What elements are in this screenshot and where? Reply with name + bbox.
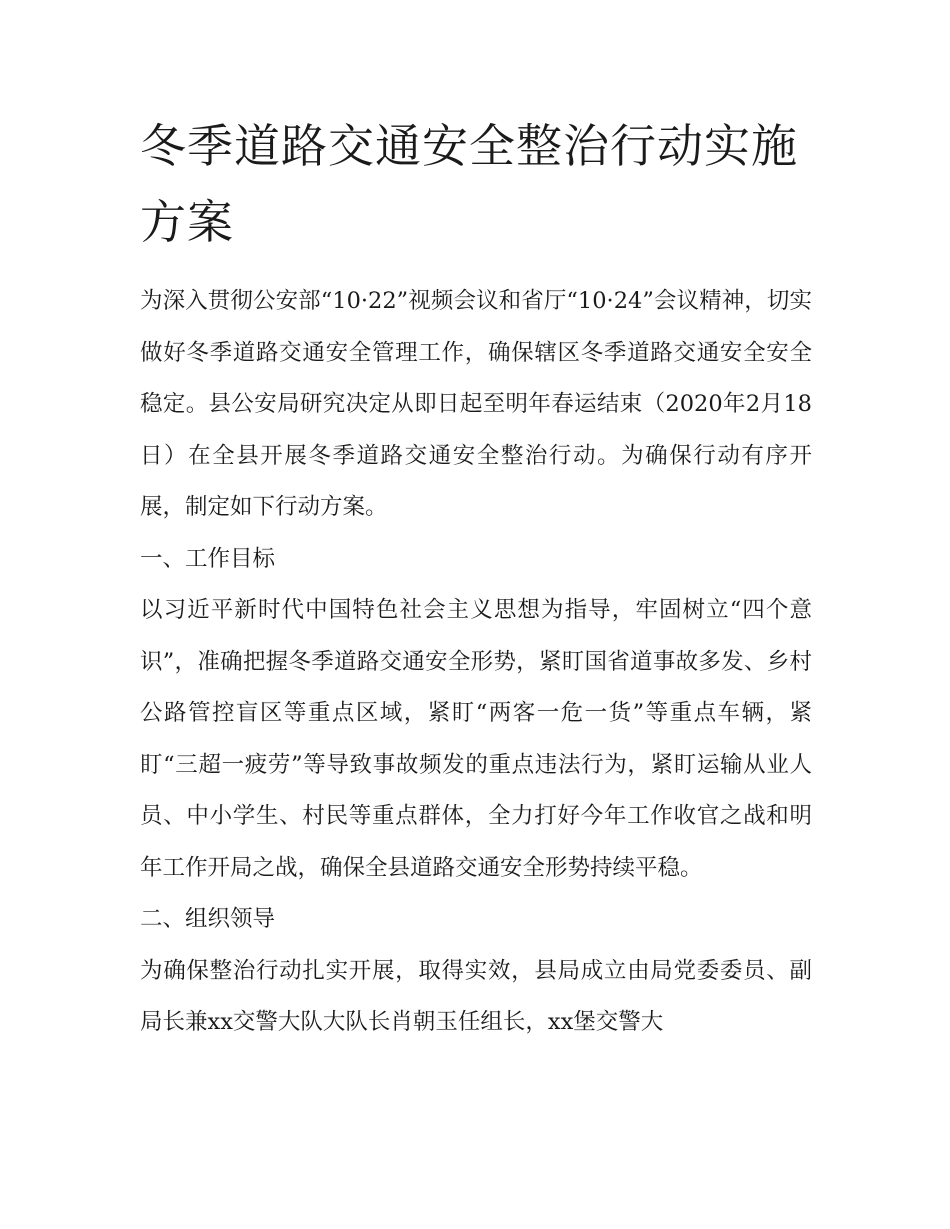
section-heading-goals: 一、工作目标 xyxy=(140,545,276,572)
document-body xyxy=(140,276,812,1049)
section-heading-organization: 二、组织领导 xyxy=(140,906,276,932)
organization-paragraph: 为确保整治行动扎实开展，取得实效，县局成立由局党委委员、副局长兼xx交警大队大队长肖朝玉任组长，xx堡交警大 xyxy=(140,957,812,1035)
intro-paragraph: 为深入贯彻公安部“10·22”视频会议和省厅“10·24”会议精神，切实做好冬季道路交通安全管理工作，确保辖区冬季道路交通安全安全稳定。县公安局研究决定从即日起至明年春运结束（2020年2月18日）在全县开展冬季道路交通安全整治行动。为确保行动有序开展，制定如下行动方案。 xyxy=(140,288,812,520)
document-title: 冬季道路交通安全整治行动实施方案 xyxy=(140,119,798,249)
goals-paragraph: 以习近平新时代中国特色社会主义思想为指导，牢固树立“四个意识”，准确把握冬季道路交通安全形势，紧盯国省道事故多发、乡村公路管控盲区等重点区域，紧盯“两客一危一货”等重点车辆，紧盯“三超一疲劳”等导致事故频发的重点违法行为，紧盯运输从业人员、中小学生、村民等重点群体，全力打好今年工作收官之战和明年工作开局之战，确保全县道路交通安全形势持续平稳。 xyxy=(140,597,812,881)
